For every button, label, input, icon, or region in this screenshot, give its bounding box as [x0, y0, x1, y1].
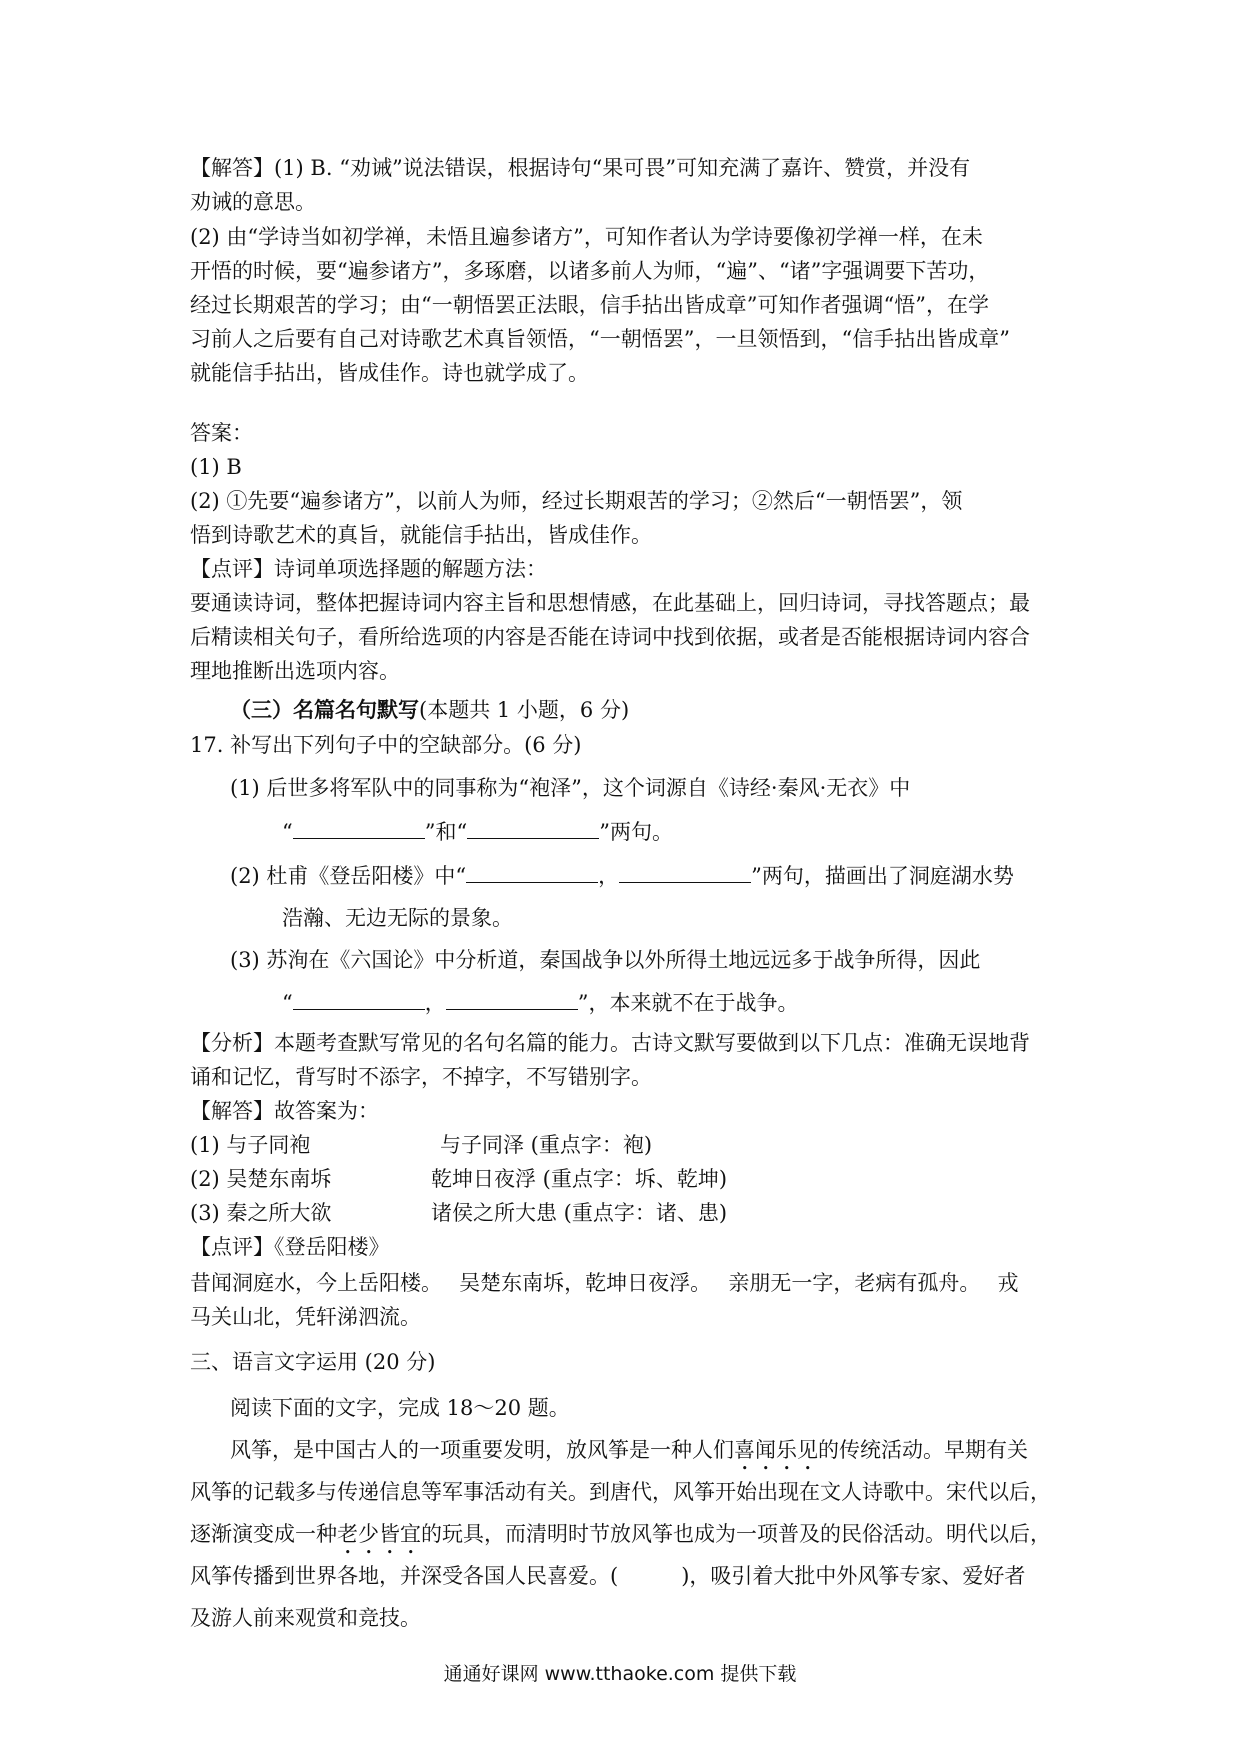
answer-col-a: (2) 吴楚东南坼 — [190, 1167, 332, 1191]
fill-blank[interactable] — [466, 862, 598, 883]
passage-line — [190, 1519, 1051, 1559]
fill-blank[interactable] — [293, 818, 425, 839]
answer-heading: 【解答】故答案为： — [190, 1099, 379, 1123]
answer-line: 【解答】(1) B. “劝诫”说法错误，根据诗句“果可畏”可知充满了嘉许、赞赏，并没有 — [190, 156, 971, 180]
answer-line: (2) 由“学诗当如初学禅，未悟且遍参诸方”，可知作者认为学诗要像初学禅一样，在未 — [190, 225, 983, 249]
question-17: 17. 补写出下列句子中的空缺部分。(6 分) — [190, 733, 582, 757]
analysis-line: 诵和记忆，背写时不添字，不掉字，不写错别字。 — [190, 1065, 652, 1089]
answer-col-b: 诸侯之所大患 (重点字：诸、患) — [431, 1201, 728, 1225]
answer-row — [190, 1130, 310, 1160]
question-line — [282, 817, 673, 847]
quote-mark: “ — [282, 991, 293, 1015]
answer-line: 习前人之后要有自己对诗歌艺术真旨领悟，“一朝悟罢”，一旦领悟到，“信手拈出皆成章” — [190, 327, 1010, 351]
quote-text: ， — [598, 864, 620, 888]
passage-line — [230, 1435, 1028, 1475]
question-line: 浩瀚、无边无际的景象。 — [282, 906, 513, 930]
passage-text: 风筝，是中国古人的一项重要发明，放风筝是一种人们 — [230, 1438, 734, 1462]
quote-text: ”两句。 — [599, 820, 673, 844]
analysis-line: 【分析】本题考查默写常见的名句名篇的能力。古诗文默写要做到以下几点：准确无误地背 — [190, 1031, 1030, 1055]
reading-intro: 阅读下面的文字，完成 18～20 题。 — [230, 1396, 570, 1420]
dotted-phrase: 喜闻乐见 — [734, 1438, 818, 1462]
answer-line: 经过长期艰苦的学习；由“一朝悟罢正法眼，信手拈出皆成章”可知作者强调“悟”，在学 — [190, 293, 989, 317]
answer-line: (1) B — [190, 455, 242, 479]
comment-line: 后精读相关句子，看所给选项的内容是否能在诗词中找到依据，或者是否能根据诗词内容合 — [190, 625, 1030, 649]
comment-line: 要通读诗词，整体把握诗词内容主旨和思想情感，在此基础上，回归诗词，寻找答题点；最 — [190, 591, 1030, 615]
answer-line: 就能信手拈出，皆成佳作。诗也就学成了。 — [190, 361, 589, 385]
answer-col-b: 与子同泽 (重点字：袍) — [440, 1133, 653, 1157]
comment-heading: 【点评】诗词单项选择题的解题方法： — [190, 557, 547, 581]
fill-blank[interactable] — [446, 989, 578, 1010]
answer-label: 答案： — [190, 421, 253, 445]
poem-line: 昔闻洞庭水，今上岳阳楼。 吴楚东南坼，乾坤日夜浮。 亲朋无一字，老病有孤舟。 戎 — [190, 1271, 1019, 1295]
fill-blank[interactable] — [467, 818, 599, 839]
section-heading — [230, 695, 629, 725]
passage-line: 及游人前来观赏和竞技。 — [190, 1606, 421, 1630]
question-line — [230, 861, 1014, 891]
dotted-phrase: 老少皆宜 — [337, 1522, 421, 1546]
section-heading-title: （三）名篇名句默写 — [230, 697, 419, 722]
answer-line: 悟到诗歌艺术的真旨，就能信手拈出，皆成佳作。 — [190, 523, 652, 547]
passage-line: 风筝的记载多与传递信息等军事活动有关。到唐代，风筝开始出现在文人诗歌中。宋代以后， — [190, 1480, 1051, 1504]
comment-line: 理地推断出选项内容。 — [190, 659, 400, 683]
question-line — [282, 988, 799, 1018]
passage-text: 逐渐演变成一种 — [190, 1522, 337, 1546]
answer-line: (2) ①先要“遍参诸方”，以前人为师，经过长期艰苦的学习；②然后“一朝悟罢”，领 — [190, 489, 963, 513]
comment-heading: 【点评】《登岳阳楼》 — [190, 1235, 390, 1259]
quote-text: ”两句，描画出了洞庭湖水势 — [751, 864, 1014, 888]
question-line: (3) 苏洵在《六国论》中分析道，秦国战争以外所得土地远远多于战争所得，因此 — [230, 948, 981, 972]
answer-col-a: (1) 与子同袍 — [190, 1133, 311, 1157]
answer-col-a: (3) 秦之所大欲 — [190, 1201, 332, 1225]
quote-text: (2) 杜甫《登岳阳楼》中“ — [230, 864, 467, 888]
page-footer: 通通好课网 www.tthaoke.com 提供下载 — [443, 1663, 797, 1685]
poem-line: 马关山北，凭轩涕泗流。 — [190, 1305, 421, 1329]
fill-blank[interactable] — [293, 989, 425, 1010]
passage-text: 的传统活动。早期有关 — [818, 1438, 1028, 1462]
quote-text: ”和“ — [424, 820, 468, 844]
passage-text: 的玩具，而清明时节放风筝也成为一项普及的民俗活动。明代以后， — [421, 1522, 1051, 1546]
section-title: 三、语言文字运用 (20 分) — [190, 1350, 436, 1374]
answer-line: 开悟的时候，要“遍参诸方”，多琢磨，以诸多前人为师，“遍”、“诸”字强调要下苦功， — [190, 259, 990, 283]
answer-col-b: 乾坤日夜浮 (重点字：坼、乾坤) — [431, 1167, 728, 1191]
question-line: (1) 后世多将军队中的同事称为“袍泽”，这个词源自《诗经·秦风·无衣》中 — [230, 776, 911, 800]
fill-blank[interactable] — [619, 862, 751, 883]
quote-text: ”，本来就不在于战争。 — [577, 991, 799, 1015]
quote-text: ， — [424, 991, 446, 1015]
passage-line: 风筝传播到世界各地，并深受各国人民喜爱。( )，吸引着大批中外风筝专家、爱好者 — [190, 1564, 1026, 1588]
answer-line: 劝诫的意思。 — [190, 190, 316, 214]
quote-mark: “ — [282, 820, 293, 844]
section-heading-note: (本题共 1 小题，6 分) — [419, 698, 630, 722]
